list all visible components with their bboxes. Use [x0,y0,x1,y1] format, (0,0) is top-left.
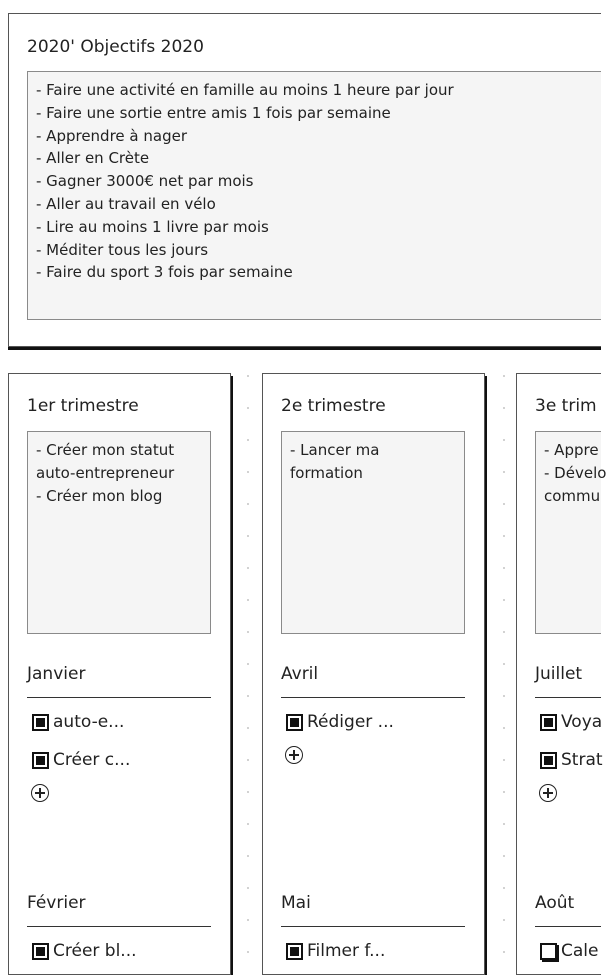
checkbox-checked[interactable] [32,752,49,769]
task-item[interactable] [32,939,212,963]
checkbox-checked[interactable] [286,714,303,731]
note-line: auto-entrepreneur [36,463,175,482]
task-label: Strat [561,750,603,770]
checkbox-checked[interactable] [286,943,303,960]
note-line: - Créer mon statut [36,441,175,459]
month-title-aout: Août [535,893,575,913]
month-divider [281,697,465,698]
month-title-mai: Mai [281,893,311,913]
checkbox-checked[interactable] [540,752,557,769]
goal-line: - Gagner 3000€ net par mois [36,172,254,191]
goals-title: 2020' Objectifs 2020 [27,37,204,57]
quarter-title: 1er trimestre [27,396,139,416]
goal-line: - Faire une activité en famille au moins 1 heure par jour [36,81,454,99]
goal-line: - Lire au moins 1 livre par mois [36,217,269,236]
task-label: Créer c... [53,750,131,770]
add-task-icon[interactable] [285,746,303,764]
checkbox-unchecked[interactable] [540,943,557,960]
goal-line: - Apprendre à nager [36,126,187,145]
add-task-icon[interactable] [539,784,557,802]
month-title-juillet: Juillet [535,664,583,684]
month-title-fevrier: Février [27,893,86,913]
goal-line: - Aller en Crète [36,149,150,168]
note-line: formation [290,463,363,482]
task-item[interactable] [286,939,466,963]
month-title-janvier: Janvier [27,664,86,684]
month-title-avril: Avril [281,664,319,684]
task-item[interactable] [540,939,601,963]
month-divider [535,697,601,698]
quarter-notes-textarea[interactable] [535,431,606,634]
checkbox-checked[interactable] [32,714,49,731]
add-task-icon[interactable] [31,784,49,802]
task-label: auto-e... [53,712,125,732]
task-label: Filmer f... [307,941,386,961]
note-line: - Appre [544,441,599,459]
month-divider [27,926,211,927]
goals-textarea[interactable] [27,71,601,320]
goal-line: - Faire du sport 3 fois par semaine [36,263,293,282]
note-line: - Lancer ma [290,441,380,459]
month-divider [535,926,601,927]
note-line: - Dévelo [544,463,606,482]
goal-line: - Méditer tous les jours [36,240,209,259]
note-line: - Créer mon blog [36,486,163,505]
quarter-card-q3 [516,373,606,975]
goal-line: - Aller au travail en vélo [36,194,216,213]
month-divider [281,926,465,927]
quarter-title: 3e trim [535,396,597,416]
checkbox-checked[interactable] [32,943,49,960]
task-label: Créer bl... [53,941,137,961]
yearly-goals-card [8,13,601,347]
quarter-notes-textarea[interactable] [27,431,211,634]
quarter-card-q2 [262,373,485,975]
checkbox-checked[interactable] [540,714,557,731]
quarter-notes-textarea[interactable] [281,431,465,634]
quarter-title: 2e trimestre [281,396,386,416]
quarter-card-q1 [8,373,231,975]
goal-line: - Faire une sortie entre amis 1 fois par semaine [36,103,391,122]
note-line: commu [544,486,601,505]
task-item[interactable] [540,710,601,734]
task-item[interactable] [286,710,466,734]
task-label: Voya [561,712,603,732]
task-item[interactable] [32,748,212,772]
task-item[interactable] [32,710,212,734]
task-item[interactable] [540,748,601,772]
month-divider [27,697,211,698]
task-label: Rédiger ... [307,712,394,732]
task-label: Cale [561,941,599,961]
